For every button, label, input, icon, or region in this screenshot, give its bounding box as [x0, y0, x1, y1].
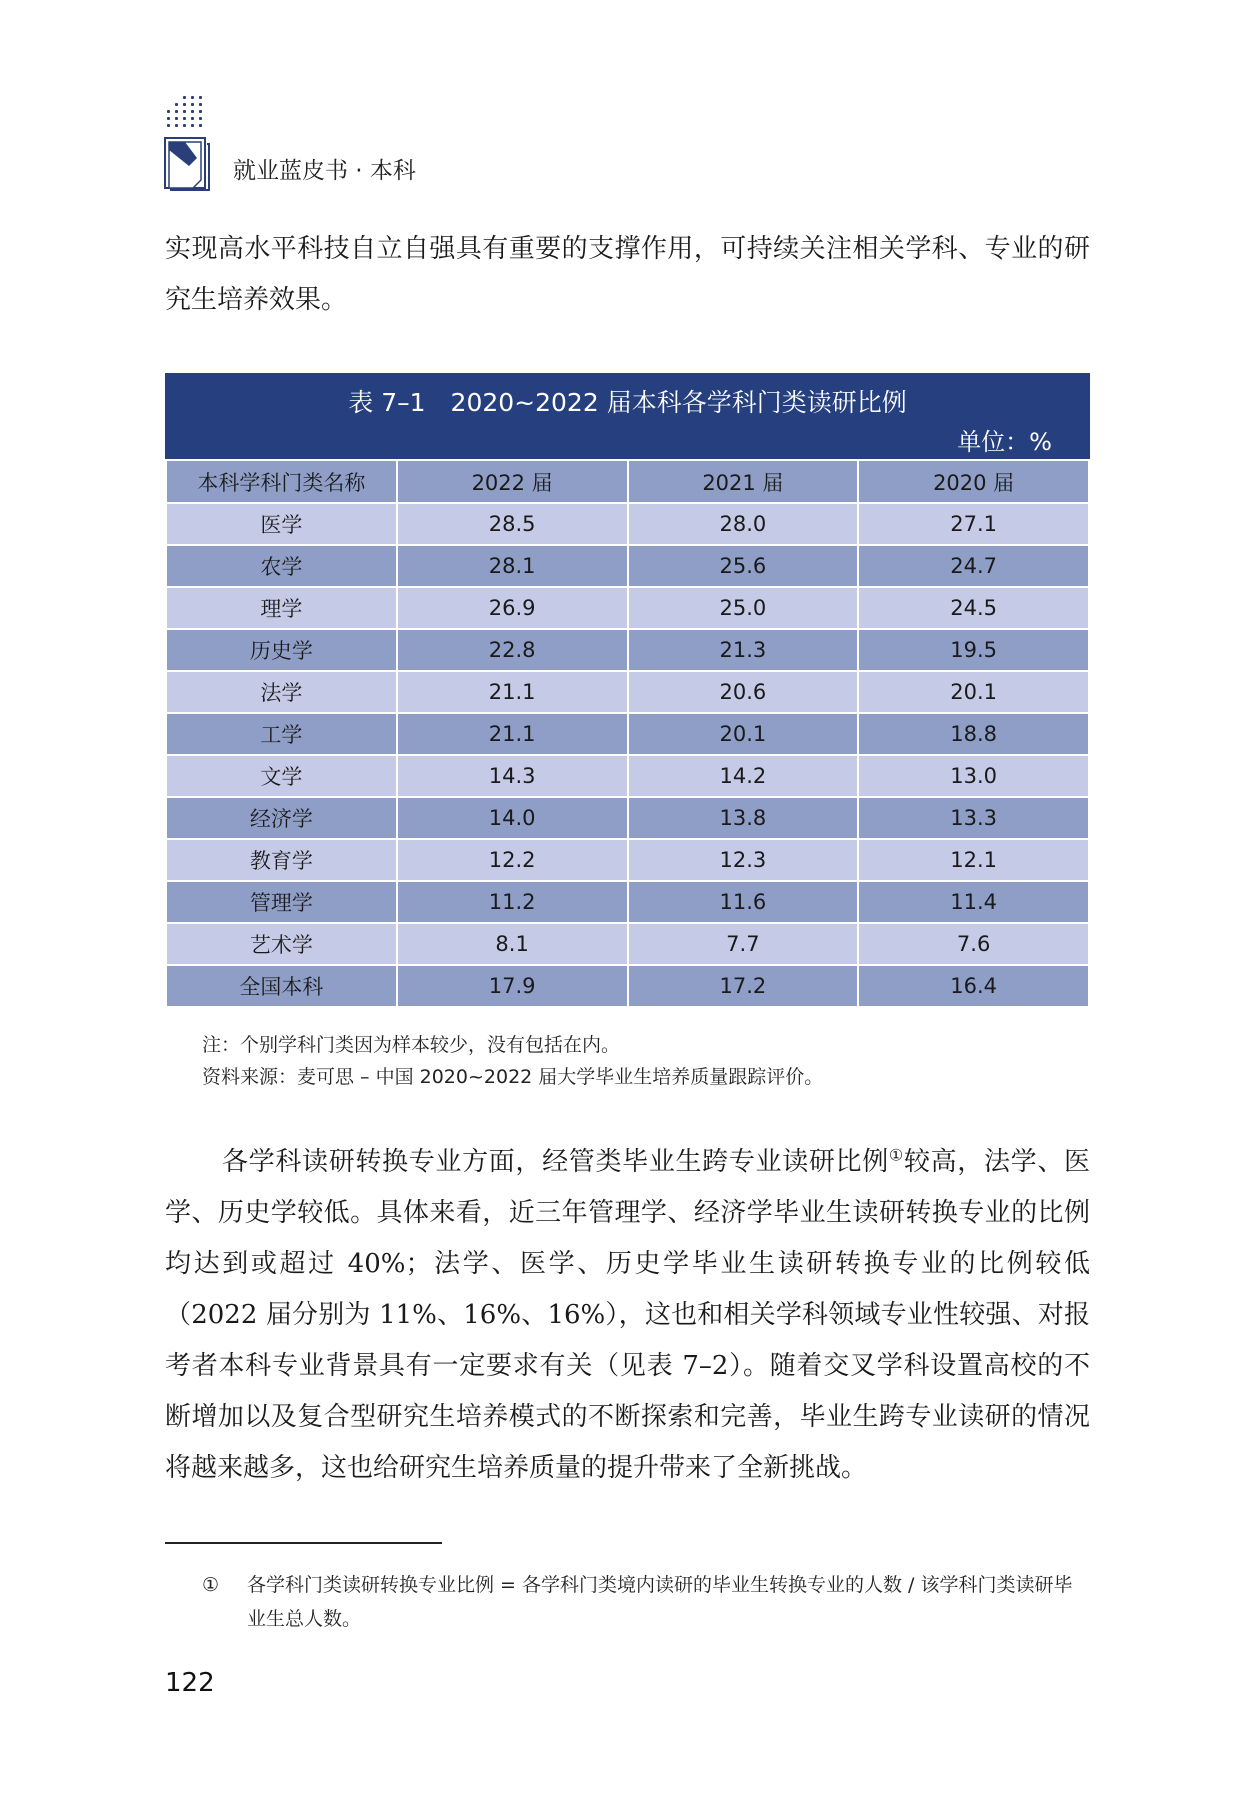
category-cell: 理学: [166, 587, 397, 629]
table-header-bar: [165, 373, 1090, 459]
value-cell: 20.1: [628, 713, 859, 755]
table-row: [166, 965, 1089, 1007]
value-cell: 26.9: [397, 587, 628, 629]
table-source: 资料来源：麦可思 – 中国 2020~2022 届大学毕业生培养质量跟踪评价。: [202, 1066, 824, 1088]
table-unit: 单位：%: [957, 428, 1052, 456]
dot: [191, 96, 194, 99]
value-cell: 24.5: [858, 587, 1089, 629]
table-row: [166, 629, 1089, 671]
page-number: 122: [165, 1668, 215, 1698]
value-cell: 7.7: [628, 923, 859, 965]
dot: [191, 124, 194, 127]
table-row: [166, 545, 1089, 587]
dot: [167, 124, 170, 127]
running-header: [163, 92, 563, 202]
body-paragraph-1: 实现高水平科技自立自强具有重要的支撑作用，可持续关注相关学科、专业的研究生培养效果。: [165, 234, 1090, 315]
value-cell: 21.1: [397, 713, 628, 755]
category-cell: 经济学: [166, 797, 397, 839]
footnote: [202, 1568, 1090, 1636]
dot: [183, 124, 186, 127]
value-cell: 14.2: [628, 755, 859, 797]
paragraph-2-text-a: 各学科读研转换专业方面，经管类毕业生跨专业读研比例: [222, 1147, 889, 1177]
column-header: 2022 届: [397, 460, 628, 503]
category-cell: 工学: [166, 713, 397, 755]
table-row: [166, 923, 1089, 965]
footnote-reference[interactable]: ①: [888, 1145, 904, 1165]
value-cell: 13.3: [858, 797, 1089, 839]
table-row: [166, 713, 1089, 755]
dot: [183, 96, 186, 99]
value-cell: 14.0: [397, 797, 628, 839]
column-header: 本科学科门类名称: [166, 460, 397, 503]
table-row: [166, 797, 1089, 839]
value-cell: 8.1: [397, 923, 628, 965]
paragraph-2-text-b: 较高，法学、医学、历史学较低。具体来看，近三年管理学、经济学毕业生读研转换专业的比例均达到或超过 40%；法学、医学、历史学毕业生读研转换专业的比例较低（2022 届分别为 11%、16%、16%），这也和相关学科领域专业性较强、对报考者本科专业背景具有一定要求有关（见表 7–2）。随着交叉学科设置高校的不断增加以及复合型研究生培养模式的不断探索和完善，毕业生跨专业读研的情况将越来越多，这也给研究生培养质量的提升带来了全新挑战。: [165, 1147, 1090, 1483]
table-column-headers: [166, 460, 1089, 503]
dot: [167, 110, 170, 113]
value-cell: 21.3: [628, 629, 859, 671]
table-row: [166, 587, 1089, 629]
dot: [191, 110, 194, 113]
value-cell: 28.5: [397, 503, 628, 545]
value-cell: 13.0: [858, 755, 1089, 797]
book-icon: [163, 136, 211, 192]
category-cell: 全国本科: [166, 965, 397, 1007]
value-cell: 17.9: [397, 965, 628, 1007]
value-cell: 28.1: [397, 545, 628, 587]
dot: [191, 103, 194, 106]
dot: [183, 110, 186, 113]
dot: [175, 117, 178, 120]
category-cell: 历史学: [166, 629, 397, 671]
value-cell: 13.8: [628, 797, 859, 839]
value-cell: 20.1: [858, 671, 1089, 713]
value-cell: 25.0: [628, 587, 859, 629]
dot: [183, 103, 186, 106]
footnote-divider: [165, 1542, 442, 1544]
table-row: [166, 755, 1089, 797]
category-cell: 法学: [166, 671, 397, 713]
category-cell: 文学: [166, 755, 397, 797]
table-notes: [202, 1029, 823, 1093]
dot: [199, 96, 202, 99]
value-cell: 22.8: [397, 629, 628, 671]
value-cell: 20.6: [628, 671, 859, 713]
value-cell: 14.3: [397, 755, 628, 797]
value-cell: 25.6: [628, 545, 859, 587]
category-cell: 农学: [166, 545, 397, 587]
value-cell: 11.2: [397, 881, 628, 923]
dot: [199, 124, 202, 127]
column-header: 2020 届: [858, 460, 1089, 503]
value-cell: 18.8: [858, 713, 1089, 755]
value-cell: 27.1: [858, 503, 1089, 545]
value-cell: 11.6: [628, 881, 859, 923]
footnote-text: 各学科门类读研转换专业比例 = 各学科门类境内读研的毕业生转换专业的人数 / 该学科门类读研毕业生总人数。: [247, 1574, 1073, 1630]
dot: [183, 117, 186, 120]
footnote-mark: ①: [202, 1574, 220, 1596]
table-title: 表 7–1 2020~2022 届本科各学科门类读研比例: [348, 388, 907, 417]
category-cell: 管理学: [166, 881, 397, 923]
value-cell: 16.4: [858, 965, 1089, 1007]
category-cell: 艺术学: [166, 923, 397, 965]
dot: [199, 110, 202, 113]
column-header: 2021 届: [628, 460, 859, 503]
data-table: [165, 373, 1090, 1008]
dot: [175, 103, 178, 106]
value-cell: 12.2: [397, 839, 628, 881]
table-note: 注：个别学科门类因为样本较少，没有包括在内。: [202, 1034, 621, 1056]
category-cell: 教育学: [166, 839, 397, 881]
value-cell: 19.5: [858, 629, 1089, 671]
value-cell: 12.1: [858, 839, 1089, 881]
value-cell: 24.7: [858, 545, 1089, 587]
dot: [199, 103, 202, 106]
value-cell: 12.3: [628, 839, 859, 881]
value-cell: 17.2: [628, 965, 859, 1007]
header-title: 就业蓝皮书 · 本科: [233, 158, 416, 184]
value-cell: 28.0: [628, 503, 859, 545]
table-row: [166, 503, 1089, 545]
table-row: [166, 881, 1089, 923]
table-row: [166, 839, 1089, 881]
value-cell: 21.1: [397, 671, 628, 713]
dot: [167, 117, 170, 120]
body-paragraph-2: [165, 1137, 1090, 1494]
dot: [175, 110, 178, 113]
value-cell: 11.4: [858, 881, 1089, 923]
value-cell: 7.6: [858, 923, 1089, 965]
dot: [175, 124, 178, 127]
dot: [199, 117, 202, 120]
dot: [191, 117, 194, 120]
table-row: [166, 671, 1089, 713]
category-cell: 医学: [166, 503, 397, 545]
dot-grid-decoration: [167, 96, 207, 132]
